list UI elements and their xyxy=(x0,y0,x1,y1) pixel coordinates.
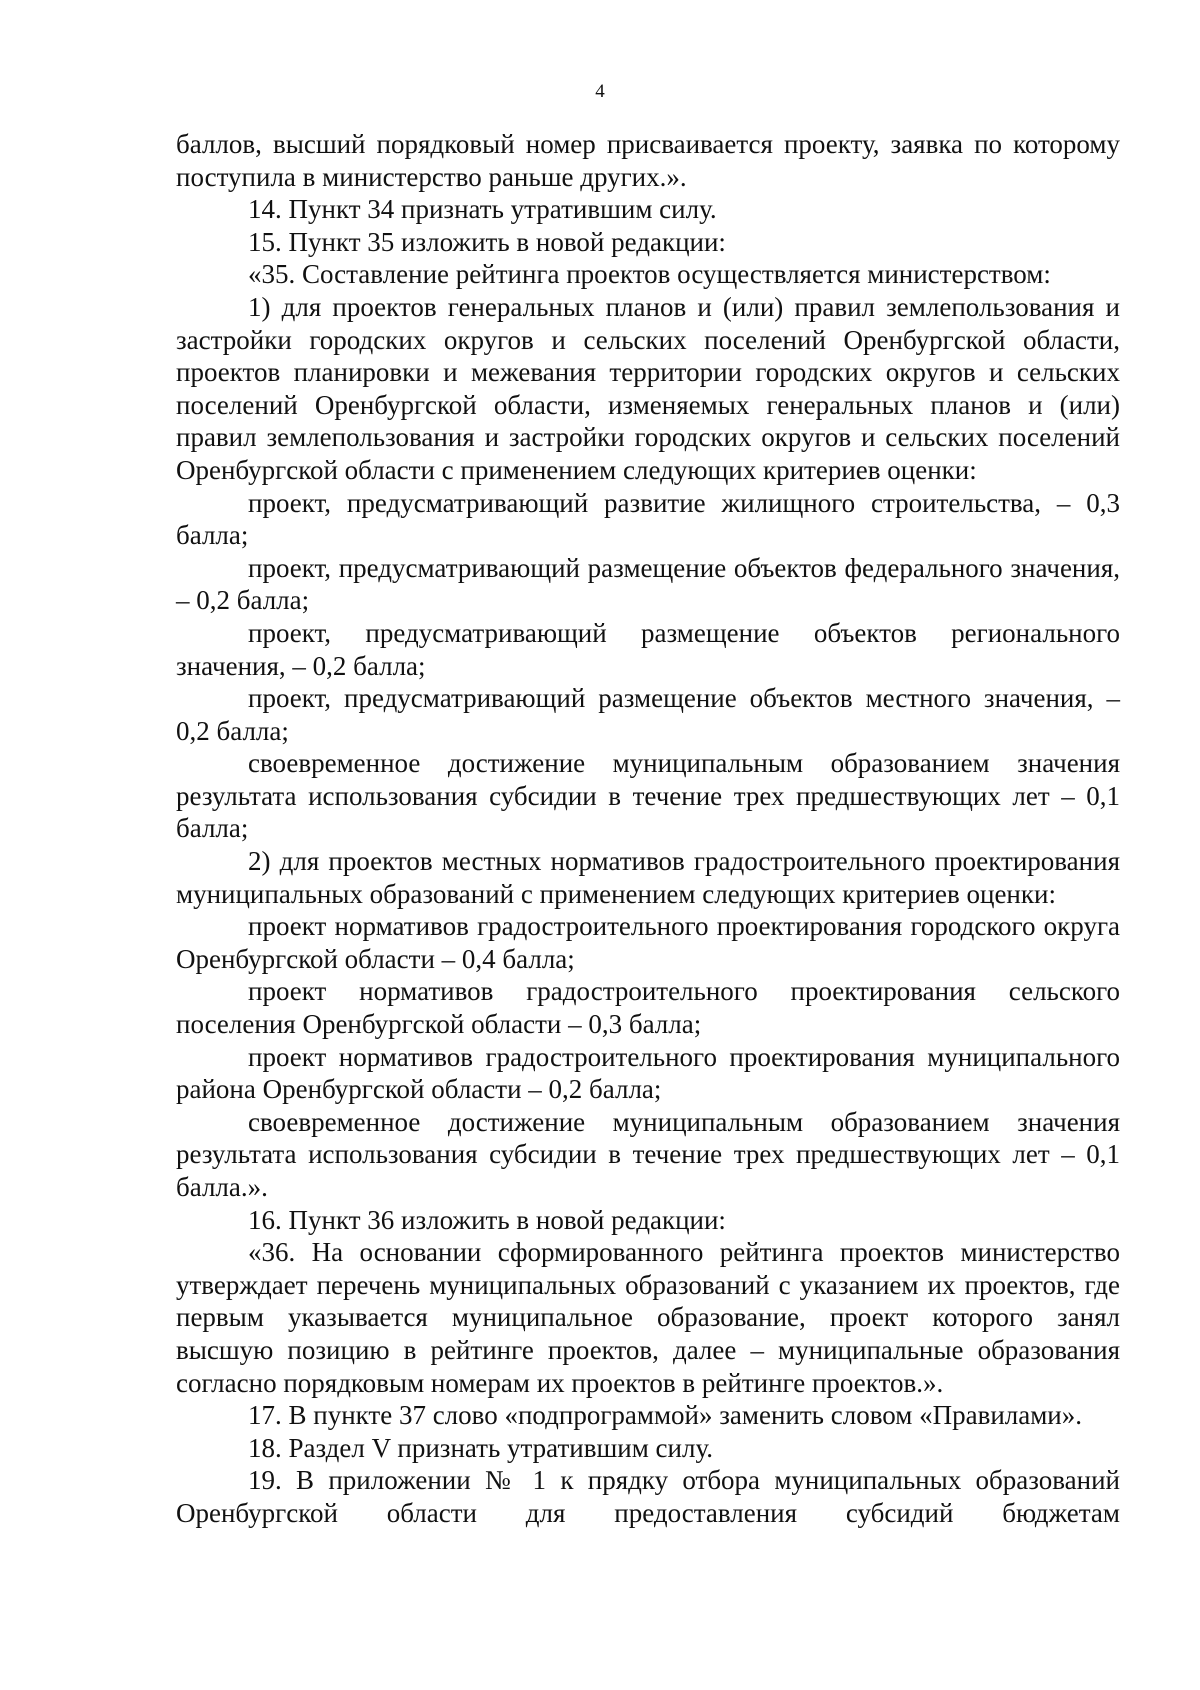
paragraph-criterion-rural-settlement: проект нормативов градостроительного проектирования сельского поселения Оренбургской области – 0,3 балла; xyxy=(176,976,1120,1040)
paragraph-criterion-federal: проект, предусматривающий размещение объектов федерального значения, – 0,2 балла; xyxy=(176,552,1120,616)
paragraph-criterion-local: проект, предусматривающий размещение объектов местного значения, – 0,2 балла; xyxy=(176,683,1120,746)
paragraph-item-18: 18. Раздел V признать утратившим силу. xyxy=(248,1432,713,1463)
paragraph-criterion-regional: проект, предусматривающий размещение объектов регионального значения, – 0,2 балла; xyxy=(176,617,1120,681)
paragraph-item-14: 14. Пункт 34 признать утратившим силу. xyxy=(248,194,717,225)
page-number: 4 xyxy=(595,81,605,102)
paragraph-criterion-municipal-district: проект нормативов градостроительного проектирования муниципального района Оренбургской области – 0,2 балла; xyxy=(176,1041,1120,1105)
paragraph-item-17: 17. В пункте 37 слово «подпрограммой» заменить словом «Правилами». xyxy=(248,1400,1083,1431)
paragraph-item-15: 15. Пункт 35 изложить в новой редакции: xyxy=(248,226,726,257)
paragraph-clause-36: «36. На основании сформированного рейтинга проектов министерство утверждает перечень муниципальных образований с указанием их проектов, где первым указывается муниципальное образование, проект которого занял высшую позицию в рейтинге проектов, далее – муниципальные образования согласно порядковым номерам их проектов в рейтинге проектов.». xyxy=(176,1237,1120,1398)
paragraph-item-16: 16. Пункт 36 изложить в новой редакции: xyxy=(248,1204,726,1235)
paragraph-criterion-city-district: проект нормативов градостроительного проектирования городского округа Оренбургской области – 0,4 балла; xyxy=(176,911,1120,974)
paragraph-criterion-housing: проект, предусматривающий развитие жилищного строительства, – 0,3 балла; xyxy=(176,487,1120,551)
paragraph-clause-35: «35. Составление рейтинга проектов осуществляется министерством: xyxy=(248,259,1051,290)
paragraph-item-19: 19. В приложении № 1 к прядку отбора муниципальных образований Оренбургской области для предоставления субсидий бюджетам xyxy=(176,1465,1120,1528)
paragraph-subitem-2: 2) для проектов местных нормативов градостроительного проектирования муниципальных образований с применением следующих критериев оценки: xyxy=(176,846,1120,909)
paragraph-continuation: баллов, высший порядковый номер присваивается проекту, заявка по которому поступила в министерство раньше других.». xyxy=(176,129,1120,192)
paragraph-subitem-1: 1) для проектов генеральных планов и (или) правил землепользования и застройки городских округов и сельских поселений Оренбургской области, проектов планировки и межевания территории городских округов и сельских поселений Оренбургской области, изменяемых генеральных планов и (или) правил землепользования и застройки городских округов и сельских поселений Оренбургской области с применением следующих критериев оценки: xyxy=(176,291,1120,485)
document-body xyxy=(176,128,1120,1530)
paragraph-criterion-timely-1: своевременное достижение муниципальным образованием значения результата использования субсидии в течение трех предшествующих лет – 0,1 балла; xyxy=(176,748,1120,844)
paragraph-criterion-timely-2: своевременное достижение муниципальным образованием значения результата использования субсидии в течение трех предшествующих лет – 0,1 балла.». xyxy=(176,1106,1120,1202)
